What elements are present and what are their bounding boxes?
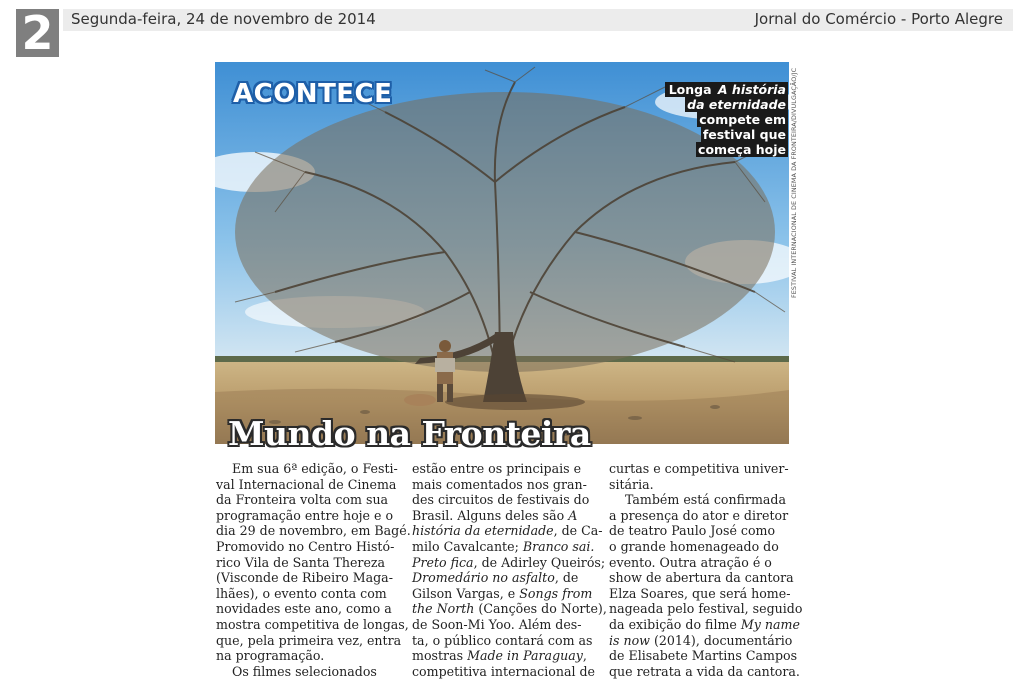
text-line: sitária.: [609, 476, 654, 492]
film-title: Songs from: [519, 585, 593, 601]
caption-text: compete em: [699, 112, 786, 127]
text-line: nageada pelo festival, seguido: [609, 601, 803, 617]
text-line: [609, 616, 800, 633]
text-line: Também está confirmada: [625, 492, 787, 508]
text-line: [412, 586, 594, 602]
text-line: programação entre hoje e o: [216, 507, 394, 523]
text-segment: , de Adirley Queirós;: [473, 554, 606, 570]
caption-film-title-cont: da eternidade: [687, 97, 786, 112]
text-line: a presença do ator e diretor: [609, 507, 789, 523]
section-tag: ACONTECE: [233, 79, 393, 109]
caption-text: Longa: [668, 82, 712, 97]
text-segment: (2014), documentário: [649, 632, 793, 648]
text-line: Em sua 6ª edição, o Festi-: [232, 461, 398, 476]
publication-name: Jornal do Comércio - Porto Alegre: [754, 10, 1003, 28]
text-segment: , de Ca-: [553, 523, 603, 539]
article-column-3: [609, 461, 803, 679]
issue-date: Segunda-feira, 24 de novembro de 2014: [71, 10, 376, 28]
text-line: novidades este ano, como a: [216, 601, 392, 617]
text-line: dia 29 de novembro, em Bagé.: [216, 523, 411, 539]
text-line: mais comentados nos gran-: [412, 476, 587, 492]
film-title: is now: [609, 632, 650, 648]
text-segment: ,: [582, 648, 587, 664]
text-line: [412, 539, 594, 555]
text-segment: mostras: [412, 648, 464, 664]
text-line: mostra competitiva de longas,: [216, 616, 409, 632]
film-title: história da eternidade: [412, 523, 554, 539]
photo-caption: [658, 82, 788, 157]
film-title: Made in Paraguay: [467, 648, 583, 664]
text-line: da Fronteira volta com sua: [216, 492, 389, 508]
text-line: o grande homenageado do: [609, 538, 779, 554]
film-title: Dromedário no asfalto: [412, 570, 555, 586]
caption-text: festival que: [702, 127, 786, 142]
photo-credit-text: FESTIVAL INTERNACIONAL DE CINEMA DA FRONTEIRA/DIVULGAÇÃO/JC: [790, 67, 798, 298]
text-segment: (Canções do Norte),: [474, 601, 607, 617]
text-line: curtas e competitiva univer-: [609, 461, 789, 476]
text-line: competitiva internacional de: [412, 663, 596, 679]
caption-text: começa hoje: [698, 142, 786, 157]
text-line: [412, 508, 594, 524]
text-segment: Gilson Vargas, e: [412, 585, 516, 601]
text-segment: Brasil. Alguns deles são: [412, 507, 565, 523]
text-line: (Visconde de Ribeiro Maga-: [216, 570, 393, 586]
article-column-1: [216, 461, 411, 679]
text-line: Os filmes selecionados: [232, 663, 377, 679]
text-line: que retrata a vida da cantora.: [609, 663, 800, 679]
text-line: [412, 601, 607, 617]
text-line: lhães), o evento conta com: [216, 585, 387, 601]
photo-credit: [790, 62, 804, 298]
film-title: the North: [412, 601, 475, 617]
text-line: Elza Soares, que será home-: [609, 585, 791, 601]
text-line: de teatro Paulo José como: [609, 523, 776, 539]
text-line: Promovido no Centro Histó-: [216, 538, 395, 554]
article-headline: Mundo na Fronteira: [228, 414, 591, 453]
film-title: Preto fica: [412, 554, 474, 570]
text-line: [609, 633, 791, 649]
text-line: ta, o público contará com as: [412, 632, 593, 648]
film-title: Branco sai.: [522, 538, 595, 554]
page-number: 2: [16, 9, 59, 57]
text-line: [412, 554, 606, 571]
caption-film-title: A história: [717, 82, 786, 97]
text-segment: da exibição do filme: [609, 616, 737, 632]
text-line: val Internacional de Cinema: [216, 476, 397, 492]
film-title: A: [568, 507, 578, 523]
text-line: rico Vila de Santa Thereza: [216, 554, 386, 570]
text-line: de Elisabete Martins Campos: [609, 648, 798, 664]
text-line: estão entre os principais e: [412, 461, 582, 476]
article-column-2: [412, 461, 607, 679]
text-line: evento. Outra atração é o: [609, 554, 772, 570]
text-segment: milo Cavalcante;: [412, 538, 519, 554]
text-line: des circuitos de festivais do: [412, 492, 590, 508]
text-segment: , de: [554, 570, 579, 586]
text-line: show de abertura da cantora: [609, 570, 794, 586]
text-line: [412, 523, 603, 539]
text-line: na programação.: [216, 648, 325, 664]
film-title: My name: [740, 616, 800, 632]
page-header: [63, 9, 1013, 31]
text-line: [412, 570, 594, 586]
text-line: de Soon-Mi Yoo. Além des-: [412, 616, 582, 632]
text-line: que, pela primeira vez, entra: [216, 632, 402, 648]
text-line: [412, 648, 594, 664]
